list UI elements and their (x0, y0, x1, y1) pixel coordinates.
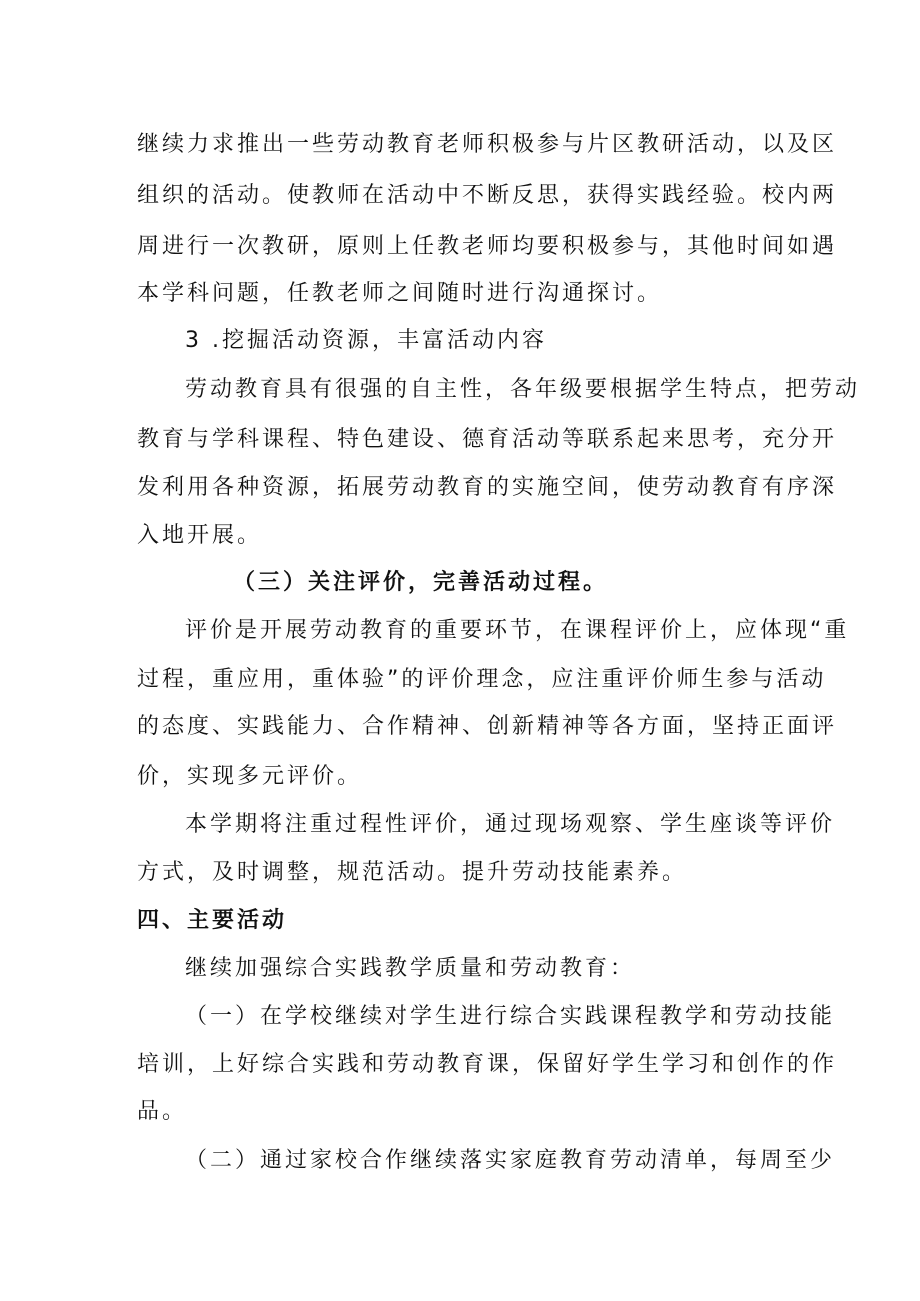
body-text-line: 价，实现多元评价。 (137, 764, 363, 789)
body-text-line: 评价是开展劳动教育的重要环节，在课程评价上，应体现“重 (185, 618, 850, 643)
body-text-line: 本学期将注重过程性评价，通过现场观察、学生座谈等评价 (185, 812, 836, 837)
body-text-line: 周进行一次教研，原则上任教老师均要积极参与，其他时间如遇 (137, 234, 838, 259)
body-text-line: （一）在学校继续对学生进行综合实践课程教学和劳动技能 (185, 1004, 836, 1029)
body-text-line: 组织的活动。使教师在活动中不断反思，获得实践经验。校内两 (137, 183, 838, 208)
body-text-line: （二）通过家校合作继续落实家庭教育劳动清单，每周至少 (185, 1148, 836, 1173)
body-text-line: 品。 (137, 1099, 188, 1124)
body-text-line: 入地开展。 (137, 523, 263, 548)
body-text-line: 方式，及时调整，规范活动。提升劳动技能素养。 (137, 860, 688, 885)
section-heading: 四、主要活动 (137, 908, 288, 933)
body-text-line: 继续加强综合实践教学质量和劳动教育： (185, 956, 636, 981)
body-text-line: 教育与学科课程、特色建设、德育活动等联系起来思考，充分开 (137, 427, 838, 452)
section-heading: （三）关注评价，完善活动过程。 (233, 570, 609, 595)
body-text-line: 发利用各种资源，拓展劳动教育的实施空间，使劳动教育有序深 (137, 475, 838, 500)
body-text-line: 培训，上好综合实践和劳动教育课，保留好学生学习和创作的作 (137, 1052, 838, 1077)
body-text-line: 继续力求推出一些劳动教育老师积极参与片区教研活动，以及区 (137, 132, 838, 157)
body-text-line: 的态度、实践能力、合作精神、创新精神等各方面，坚持正面评 (137, 714, 838, 739)
body-text-line: 本学科问题，任教老师之间随时进行沟通探讨。 (137, 281, 663, 306)
body-text-line: 过程，重应用，重体验”的评价理念，应注重评价师生参与活动 (137, 667, 827, 692)
section-subheading: 3 .挖掘活动资源，丰富活动内容 (185, 328, 547, 353)
body-text-line: 劳动教育具有很强的自主性，各年级要根据学生特点，把劳动 (185, 377, 861, 402)
